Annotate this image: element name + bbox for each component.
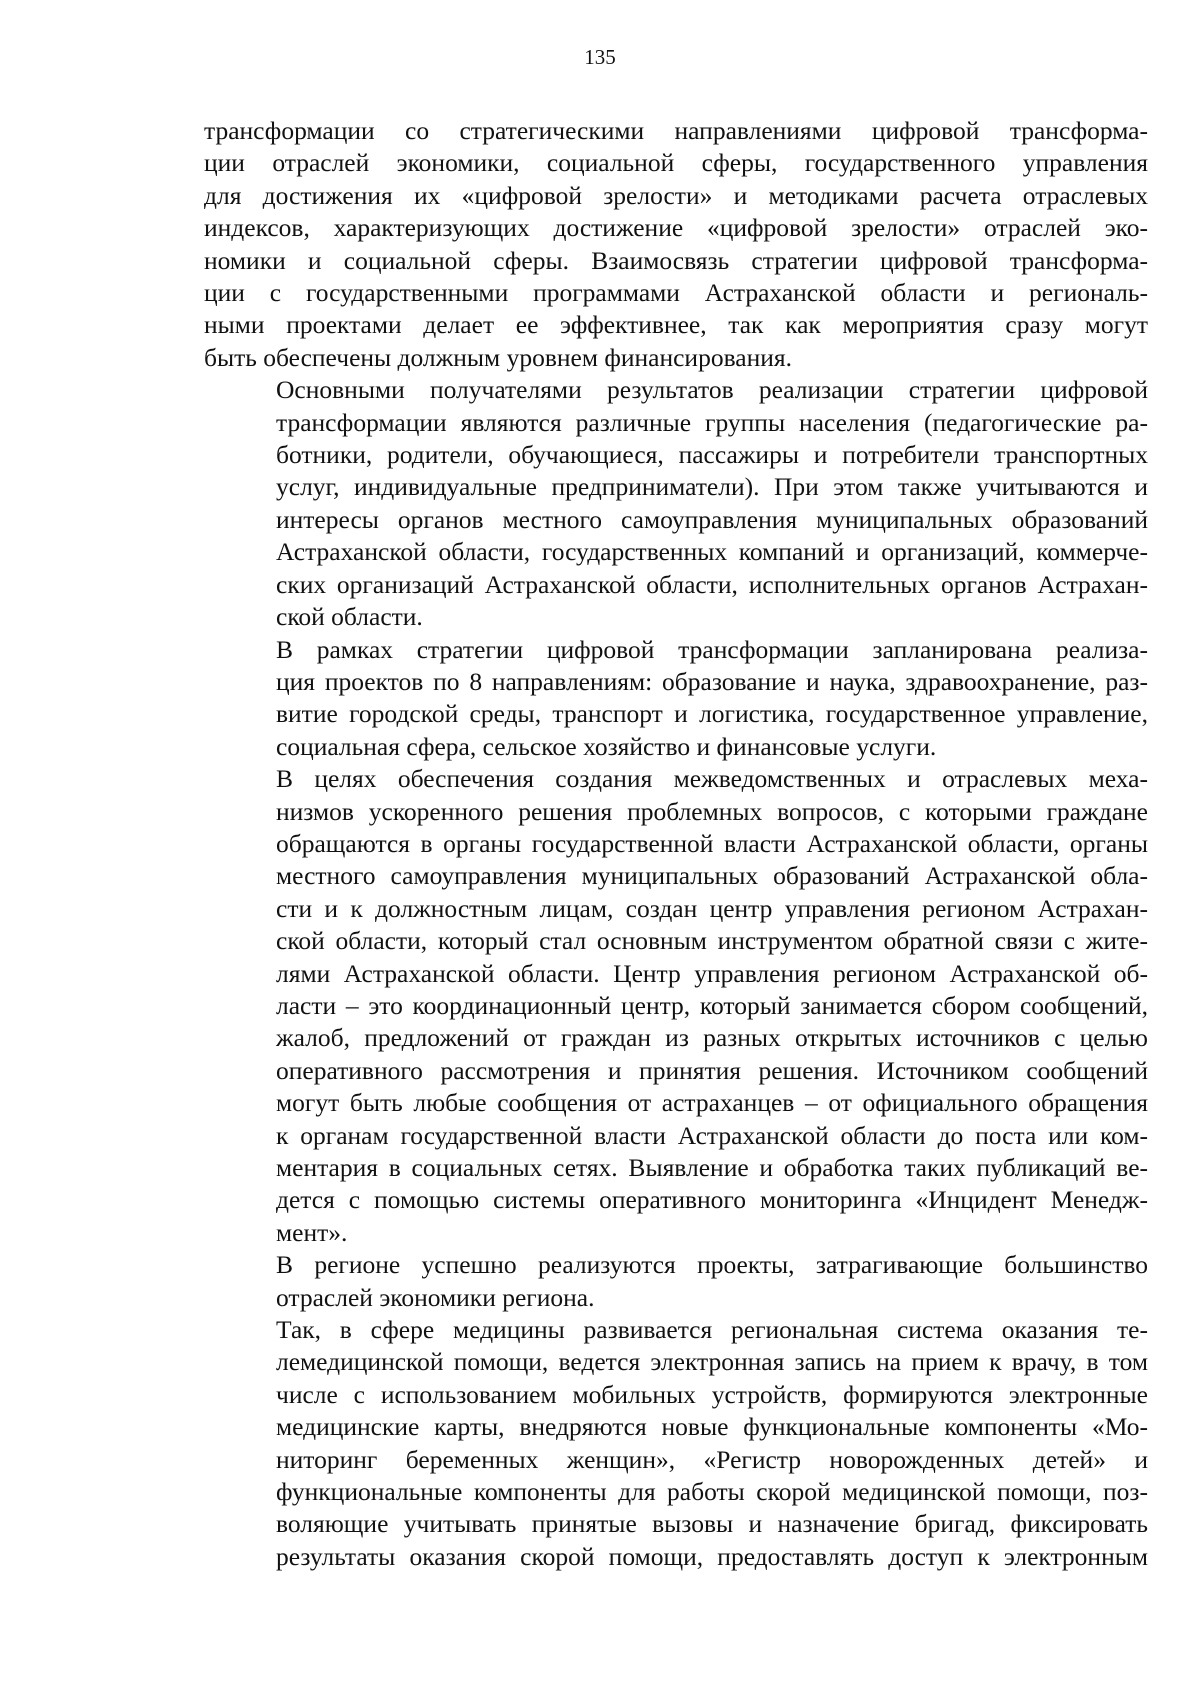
text-line: дется с помощью системы оперативного мониторинга «Инцидент Менедж- bbox=[276, 1185, 1148, 1215]
text-line: В регионе успешно реализуются проекты, затрагивающие большинство bbox=[276, 1250, 1148, 1280]
text-line: ботники, родители, обучающиеся, пассажиры и потребители транспортных bbox=[276, 440, 1148, 470]
text-line: ными проектами делает ее эффективнее, так как мероприятия сразу могут bbox=[204, 310, 1148, 340]
text-line: мент». bbox=[276, 1217, 348, 1247]
text-line: жалоб, предложений от граждан из разных открытых источников с целью bbox=[276, 1023, 1148, 1053]
text-line: оперативного рассмотрения и принятия решения. Источником сообщений bbox=[276, 1055, 1148, 1085]
text-line: быть обеспечены должным уровнем финансирования. bbox=[204, 342, 792, 372]
text-line: сти и к должностным лицам, создан центр управления регионом Астрахан- bbox=[276, 893, 1148, 923]
text-line: Основными получателями результатов реализации стратегии цифровой bbox=[276, 375, 1148, 405]
text-line: к органам государственной власти Астраханской области до поста или ком- bbox=[276, 1120, 1148, 1150]
text-line: ской области, который стал основным инструментом обратной связи с жите- bbox=[276, 926, 1148, 956]
text-line: социальная сфера, сельское хозяйство и финансовые услуги. bbox=[276, 731, 937, 761]
text-line: интересы органов местного самоуправления муниципальных образований bbox=[276, 504, 1148, 534]
text-line: ментария в социальных сетях. Выявление и обработка таких публикаций ве- bbox=[276, 1153, 1148, 1182]
text-line: для достижения их «цифровой зрелости» и методиками расчета отраслевых bbox=[204, 180, 1148, 210]
text-line: местного самоуправления муниципальных образований Астраханской обла- bbox=[276, 861, 1148, 891]
text-line: трансформации являются различные группы населения (педагогические ра- bbox=[276, 407, 1148, 437]
text-line: трансформации со стратегическими направлениями цифровой трансформа- bbox=[204, 116, 1148, 145]
text-line: услуг, индивидуальные предприниматели). При этом также учитываются и bbox=[276, 472, 1148, 502]
text-line: ниторинг беременных женщин», «Регистр новорожденных детей» и bbox=[276, 1444, 1148, 1474]
paragraph bbox=[204, 1314, 1148, 1573]
text-line: Так, в сфере медицины развивается региональная система оказания те- bbox=[276, 1315, 1148, 1345]
text-line: витие городской среды, транспорт и логистика, государственное управление, bbox=[276, 699, 1148, 729]
text-line: низмов ускоренного решения проблемных вопросов, с которыми граждане bbox=[276, 796, 1148, 826]
text-line: могут быть любые сообщения от астраханцев – от официального обращения bbox=[276, 1088, 1148, 1118]
text-line: ских организаций Астраханской области, исполнительных органов Астрахан- bbox=[276, 569, 1148, 599]
text-line: В целях обеспечения создания межведомственных и отраслевых меха- bbox=[276, 764, 1148, 794]
text-line: ласти – это координационный центр, который занимается сбором сообщений, bbox=[276, 990, 1148, 1020]
text-line: Астраханской области, государственных компаний и организаций, коммерче- bbox=[276, 537, 1148, 567]
text-line: функциональные компоненты для работы скорой медицинской помощи, поз- bbox=[276, 1477, 1148, 1507]
paragraph bbox=[204, 634, 1148, 764]
text-line: В рамках стратегии цифровой трансформации запланирована реализа- bbox=[276, 634, 1148, 664]
paragraph bbox=[204, 1249, 1148, 1314]
paragraph bbox=[204, 374, 1148, 633]
text-line: индексов, характеризующих достижение «цифровой зрелости» отраслей эко- bbox=[204, 213, 1148, 243]
text-line: числе с использованием мобильных устройств, формируются электронные bbox=[276, 1379, 1148, 1409]
page-number: 135 bbox=[584, 45, 616, 69]
text-line: отраслей экономики региона. bbox=[276, 1282, 595, 1312]
text-line: номики и социальной сферы. Взаимосвязь стратегии цифровой трансформа- bbox=[204, 245, 1148, 275]
text-line: результаты оказания скорой помощи, предоставлять доступ к электронным bbox=[276, 1541, 1148, 1571]
paragraph bbox=[204, 763, 1148, 1249]
paragraph bbox=[204, 115, 1148, 374]
text-line: медицинские карты, внедряются новые функциональные компоненты «Мо- bbox=[276, 1412, 1148, 1442]
text-line: обращаются в органы государственной власти Астраханской области, органы bbox=[276, 828, 1148, 858]
body-text bbox=[204, 115, 1148, 1573]
text-line: ции отраслей экономики, социальной сферы, государственного управления bbox=[204, 148, 1148, 178]
text-line: лемедицинской помощи, ведется электронная запись на прием к врачу, в том bbox=[276, 1347, 1148, 1377]
text-line: ской области. bbox=[276, 602, 423, 632]
text-line: воляющие учитывать принятые вызовы и назначение бригад, фиксировать bbox=[276, 1509, 1148, 1539]
text-line: ция проектов по 8 направлениям: образование и наука, здравоохранение, раз- bbox=[276, 666, 1148, 696]
text-line: ции с государственными программами Астраханской области и региональ- bbox=[204, 278, 1148, 308]
text-line: лями Астраханской области. Центр управления регионом Астраханской об- bbox=[276, 958, 1148, 988]
